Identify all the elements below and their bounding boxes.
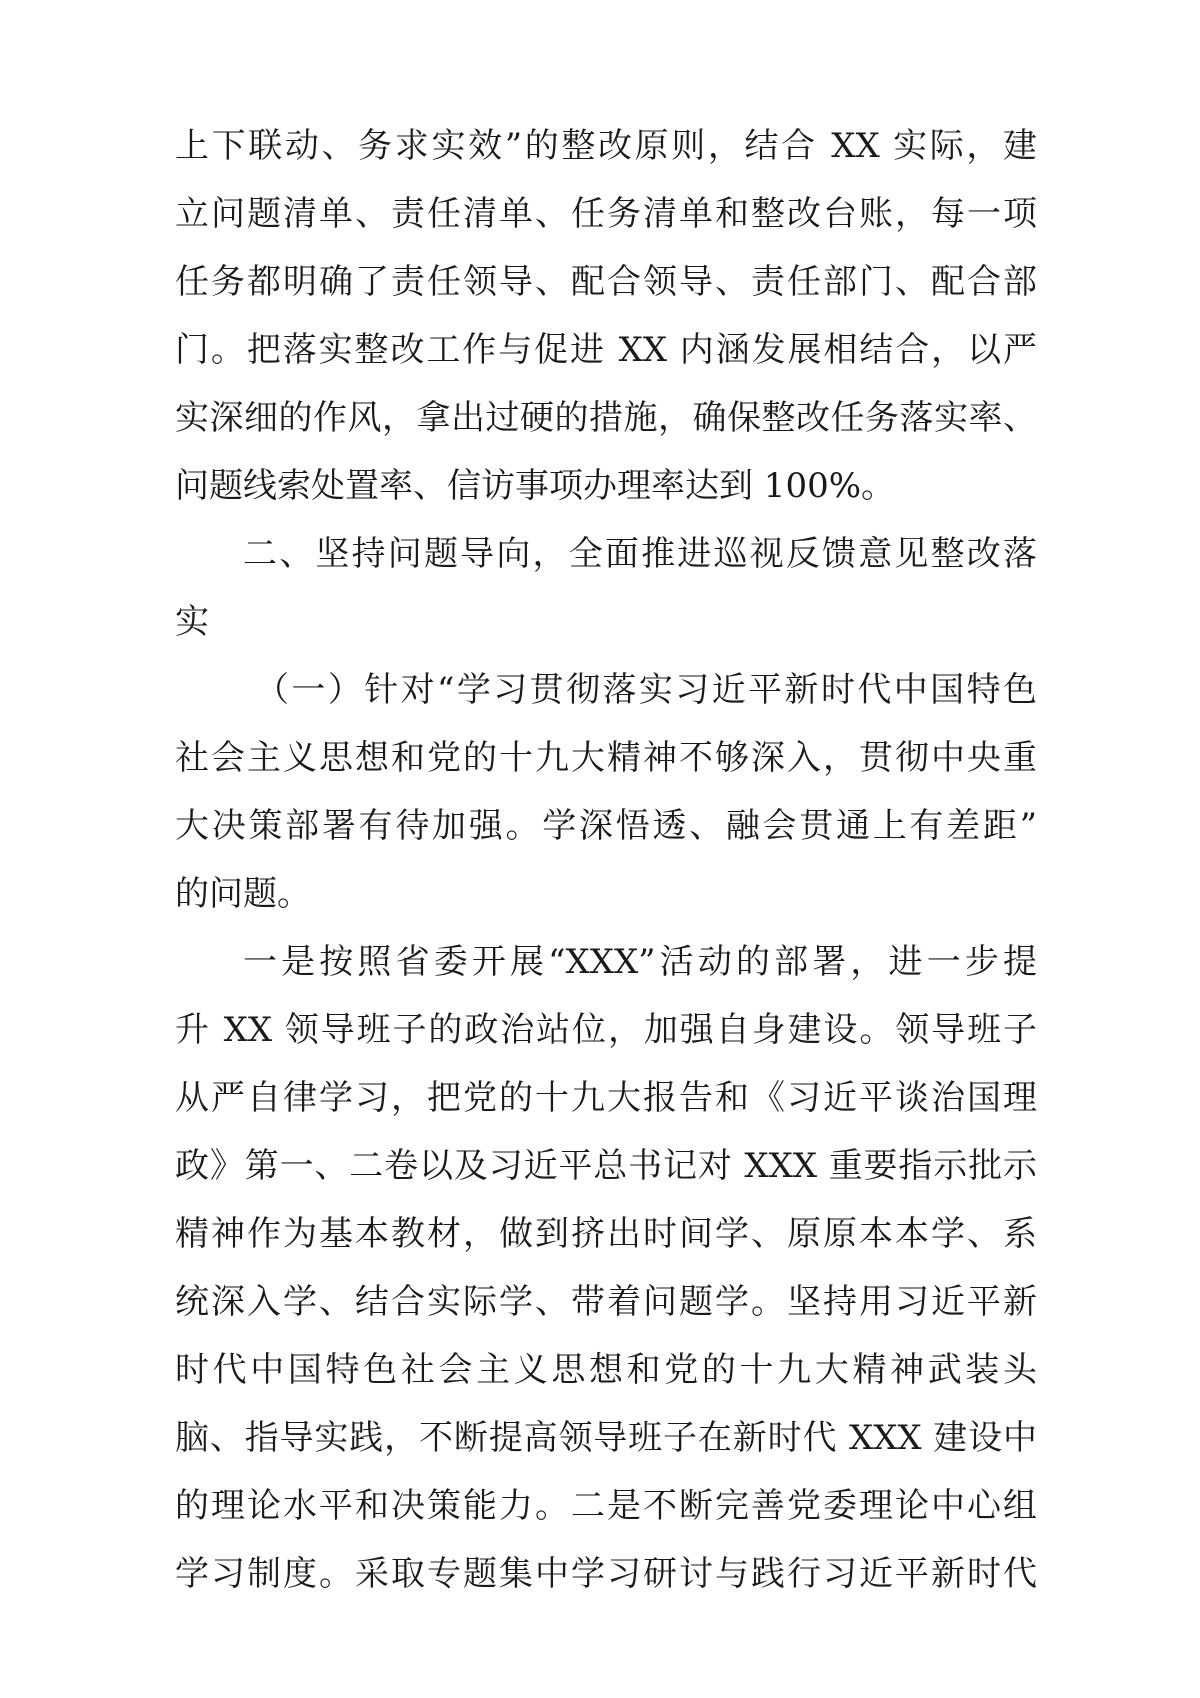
heading-line: 实 [175,602,209,642]
subheading-line: 的问题。 [175,874,311,914]
subheading-line: （一）针对“学习贯彻落实习近平新时代中国特色 [255,670,1037,710]
text-line: 门。把落实整改工作与促进 XX 内涵发展相结合，以严 [175,330,1037,370]
heading-line: 二、坚持问题导向，全面推进巡视反馈意见整改落 [243,534,1037,574]
text-line: 的理论水平和决策能力。二是不断完善党委理论中心组 [175,1486,1037,1526]
text-line: 精神作为基本教材，做到挤出时间学、原原本本学、系 [175,1214,1037,1254]
text-line: 上下联动、务求实效”的整改原则，结合 XX 实际，建 [175,126,1037,166]
text-line: 统深入学、结合实际学、带着问题学。坚持用习近平新 [175,1282,1037,1322]
subheading-line: 大决策部署有待加强。学深悟透、融会贯通上有差距” [175,806,1037,846]
text-line: 学习制度。采取专题集中学习研讨与践行习近平新时代 [175,1554,1037,1594]
text-line: 升 XX 领导班子的政治站位，加强自身建设。领导班子 [175,1010,1037,1050]
document-body [175,112,1037,1608]
text-line: 脑、指导实践，不断提高领导班子在新时代 XXX 建设中 [175,1418,1037,1458]
paragraph-principles [175,112,1037,520]
text-line: 任务都明确了责任领导、配合领导、责任部门、配合部 [175,262,1037,302]
text-line: 时代中国特色社会主义思想和党的十九大精神武装头 [175,1350,1037,1390]
text-line: 问题线索处置率、信访事项办理率达到 100%。 [175,466,896,506]
text-line: 从严自律学习，把党的十九大报告和《习近平谈治国理 [175,1078,1037,1118]
text-line: 实深细的作风，拿出过硬的措施，确保整改任务落实率、 [175,398,1037,438]
paragraph-study [175,928,1037,1608]
text-line: 政》第一、二卷以及习近平总书记对 XXX 重要指示批示 [175,1146,1037,1186]
subheading-1 [175,656,1037,928]
text-line: 一是按照省委开展“XXX”活动的部署，进一步提 [243,942,1037,982]
text-line: 立问题清单、责任清单、任务清单和整改台账，每一项 [175,194,1037,234]
subheading-line: 社会主义思想和党的十九大精神不够深入，贯彻中央重 [175,738,1037,778]
section-heading-2 [175,520,1037,656]
